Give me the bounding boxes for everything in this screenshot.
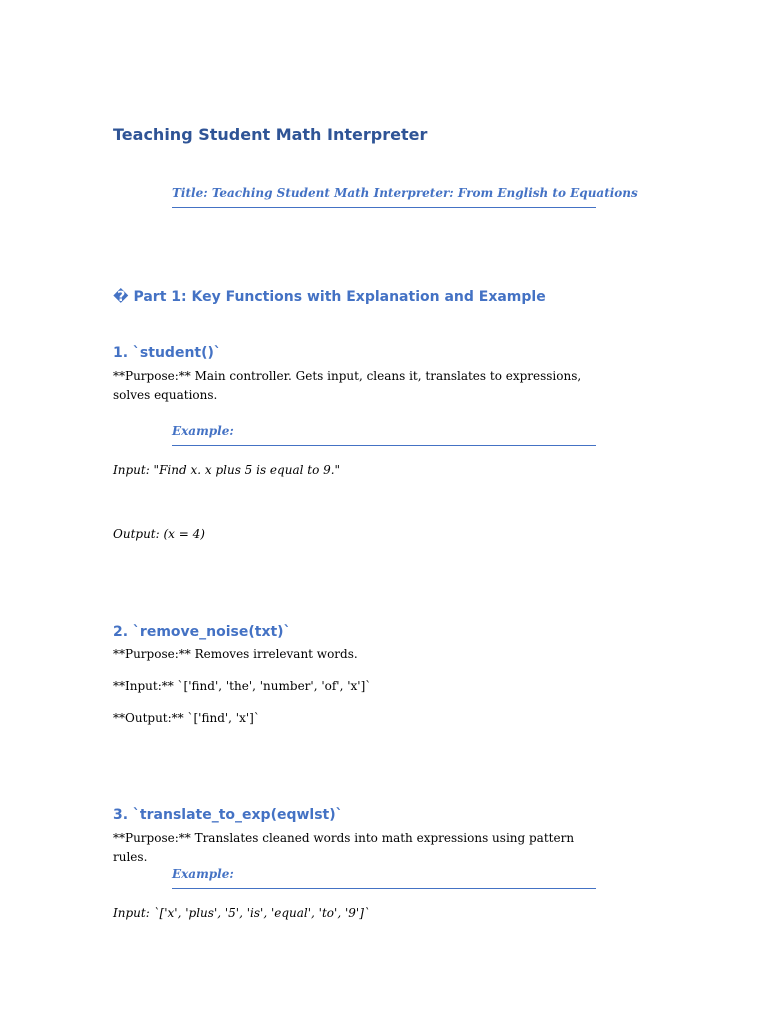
section-3-input: Input: `['x', 'plus', '5', 'is', 'equal', 'to', '9']` <box>113 906 370 920</box>
section-1-example-block <box>172 420 596 446</box>
part1-heading: � Part 1: Key Functions with Explanation and Example <box>113 289 546 305</box>
document-title: Teaching Student Math Interpreter <box>113 125 428 144</box>
section-2-purpose: **Purpose:** Removes irrelevant words. <box>113 647 358 661</box>
section-2-heading: 2. `remove_noise(txt)` <box>113 624 291 640</box>
subtitle-quote: Title: Teaching Student Math Interpreter: From English to Equations <box>172 186 638 200</box>
section-1-purpose: **Purpose:** Main controller. Gets input, cleans it, translates to expressions, solves equations. <box>113 369 582 402</box>
section-3-purpose: **Purpose:** Translates cleaned words into math expressions using pattern rules. <box>113 831 575 864</box>
section-2-input: **Input:** `['find', 'the', 'number', 'of', 'x']` <box>113 679 372 693</box>
section-1-output: Output: (x = 4) <box>113 527 205 541</box>
section-3-example-block <box>172 863 596 889</box>
section-1-input: Input: "Find x. x plus 5 is equal to 9." <box>113 463 341 477</box>
section-3-heading: 3. `translate_to_exp(eqwlst)` <box>113 807 343 823</box>
section-2-output: **Output:** `['find', 'x']` <box>113 711 260 725</box>
section-1-heading: 1. `student()` <box>113 345 221 361</box>
subtitle-quote-block <box>172 182 638 208</box>
section-1-example-label: Example: <box>172 424 234 438</box>
section-3-example-label: Example: <box>172 867 234 881</box>
